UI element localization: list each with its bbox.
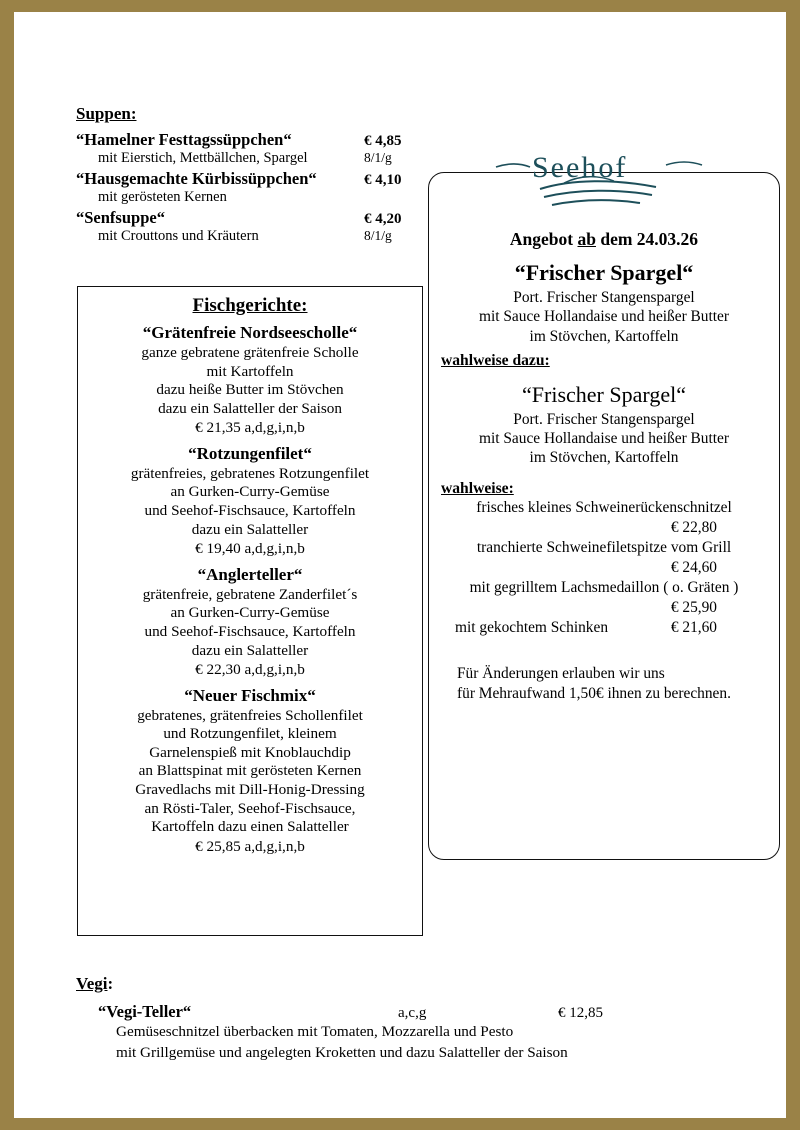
fischgerichte-box bbox=[77, 286, 423, 936]
dish-name: “Rotzungenfilet“ bbox=[188, 443, 312, 463]
dish-line: an Blattspinat mit gerösteten Kernen bbox=[138, 762, 362, 780]
dish-line: grätenfreie, gebratene Zanderfilet´s bbox=[142, 585, 358, 603]
soup-description: mit gerösteten Kernen bbox=[98, 189, 227, 205]
spargel-title-2: “Frischer Spargel“ bbox=[522, 381, 686, 407]
suppen-section bbox=[76, 104, 426, 247]
option-label: tranchierte Schweinefiletspitze vom Grill bbox=[476, 538, 732, 556]
dish-line: an Gurken-Curry-Gemüse bbox=[170, 604, 330, 622]
dish-price: € 25,85 a,d,g,i,n,b bbox=[195, 837, 305, 855]
dish-line: Garnelenspieß mit Knoblauchdip bbox=[149, 743, 351, 761]
fish-dish bbox=[84, 686, 416, 857]
dish-line: Gravedlachs mit Dill-Honig-Dressing bbox=[135, 781, 365, 798]
menu-page bbox=[14, 12, 786, 1118]
dish-line: Kartoffeln dazu einen Salatteller bbox=[151, 818, 349, 836]
spargel-desc-line: Port. Frischer Stangenspargel bbox=[513, 289, 695, 306]
spargel-desc-line: mit Sauce Hollandaise und heißer Butter bbox=[478, 308, 730, 326]
soup-description: mit Crouttons und Kräutern bbox=[98, 228, 259, 244]
option-item bbox=[439, 618, 769, 638]
angebot-heading-post: dem 24.03.26 bbox=[595, 229, 699, 249]
dish-line: und Rotzungenfilet, kleinem bbox=[163, 725, 337, 743]
option-price: € 24,60 bbox=[670, 558, 717, 576]
soup-price: € 4,20 bbox=[364, 211, 402, 227]
soup-item bbox=[76, 130, 426, 167]
dish-line: und Seehof-Fischsauce, Kartoffeln bbox=[144, 502, 356, 520]
soup-item bbox=[76, 169, 426, 206]
soup-allergens: 8/1/g bbox=[364, 150, 392, 165]
dish-line: grätenfreies, gebratenes Rotzungenfilet bbox=[130, 464, 370, 482]
dish-price: € 21,35 a,d,g,i,n,b bbox=[195, 419, 305, 437]
option-price: € 21,60 bbox=[670, 618, 717, 636]
option-price: € 25,90 bbox=[670, 598, 717, 616]
vegi-section bbox=[76, 974, 736, 1063]
angebot-box bbox=[428, 172, 780, 860]
option-item bbox=[439, 538, 769, 578]
dish-line: und Seehof-Fischsauce, Kartoffeln bbox=[144, 622, 356, 640]
soup-description: mit Eierstich, Mettbällchen, Spargel bbox=[98, 150, 308, 166]
vegi-price: € 12,85 bbox=[558, 1005, 603, 1021]
angebot-note bbox=[439, 664, 769, 704]
dish-line: dazu ein Salatteller bbox=[191, 641, 309, 659]
wahlweise-dazu-label: wahlweise dazu: bbox=[441, 351, 550, 369]
dish-price: € 19,40 a,d,g,i,n,b bbox=[195, 540, 305, 558]
wahlweise-label: wahlweise: bbox=[441, 479, 514, 497]
vegi-title-text: Vegi bbox=[76, 974, 108, 993]
dish-line: dazu heiße Butter im Stövchen bbox=[156, 381, 344, 399]
spargel-title-1: “Frischer Spargel“ bbox=[514, 260, 694, 285]
spargel-desc-line: mit Sauce Hollandaise und heißer Butter bbox=[478, 430, 730, 447]
dish-line: mit Kartoffeln bbox=[206, 362, 294, 380]
vegi-title bbox=[76, 974, 736, 994]
svg-text:Seehof: Seehof bbox=[532, 151, 628, 184]
dish-price: € 22,30 a,d,g,i,n,b bbox=[195, 661, 305, 679]
dish-line: dazu ein Salatteller bbox=[191, 520, 309, 538]
option-label: frisches kleines Schweinerückenschnitzel bbox=[476, 498, 732, 516]
spargel-desc-line: im Stövchen, Kartoffeln bbox=[529, 327, 679, 345]
vegi-allergens: a,c,g bbox=[398, 1005, 427, 1021]
dish-name: “Neuer Fischmix“ bbox=[184, 685, 316, 705]
vegi-description-line: Gemüseschnitzel überbacken mit Tomaten, Mozzarella und Pesto bbox=[116, 1023, 514, 1040]
spargel-desc-line: Port. Frischer Stangenspargel bbox=[513, 410, 695, 428]
vegi-title-colon: : bbox=[107, 974, 114, 993]
suppen-title: Suppen: bbox=[76, 104, 137, 123]
dish-name: “Grätenfreie Nordseescholle“ bbox=[142, 323, 358, 342]
soup-price: € 4,85 bbox=[364, 133, 402, 149]
dish-line: gebratenes, grätenfreies Schollenfilet bbox=[137, 706, 363, 724]
angebot-heading-pre: Angebot bbox=[509, 229, 578, 249]
angebot-heading bbox=[439, 229, 769, 250]
angebot-note-line: für Mehraufwand 1,50€ ihnen zu berechnen. bbox=[457, 684, 731, 702]
vegi-description-line: mit Grillgemüse und angelegten Kroketten und dazu Salatteller der Saison bbox=[116, 1043, 568, 1061]
option-price: € 22,80 bbox=[670, 518, 717, 536]
angebot-note-line: Für Änderungen erlauben wir uns bbox=[457, 664, 665, 682]
option-item bbox=[439, 578, 769, 618]
soup-item bbox=[76, 208, 426, 245]
soup-price: € 4,10 bbox=[364, 172, 402, 188]
option-label: mit gekochtem Schinken bbox=[455, 618, 609, 636]
dish-line: dazu ein Salatteller der Saison bbox=[158, 399, 342, 417]
angebot-heading-ab: ab bbox=[577, 229, 596, 249]
soup-name: “Hamelner Festtagssüppchen“ bbox=[76, 130, 292, 149]
spargel-desc-line: im Stövchen, Kartoffeln bbox=[529, 449, 679, 467]
soup-name: “Hausgemachte Kürbissüppchen“ bbox=[76, 169, 317, 188]
dish-name: “Anglerteller“ bbox=[197, 564, 303, 584]
vegi-item bbox=[76, 1002, 736, 1022]
fish-dish bbox=[84, 323, 416, 438]
fischgerichte-title: Fischgerichte: bbox=[192, 295, 308, 316]
dish-line: ganze gebratene grätenfreie Scholle bbox=[141, 344, 359, 361]
soup-allergens: 8/1/g bbox=[364, 228, 392, 243]
dish-line: an Gurken-Curry-Gemüse bbox=[170, 483, 330, 501]
seehof-logo bbox=[494, 145, 704, 217]
soup-name: “Senfsuppe“ bbox=[76, 208, 165, 227]
vegi-name: “Vegi-Teller“ bbox=[98, 1002, 192, 1021]
fish-dish bbox=[84, 444, 416, 559]
option-item bbox=[439, 498, 769, 538]
dish-line: an Rösti-Taler, Seehof-Fischsauce, bbox=[144, 799, 356, 817]
option-label: mit gegrilltem Lachsmedaillon ( o. Gräten ) bbox=[469, 578, 739, 596]
fish-dish bbox=[84, 565, 416, 680]
